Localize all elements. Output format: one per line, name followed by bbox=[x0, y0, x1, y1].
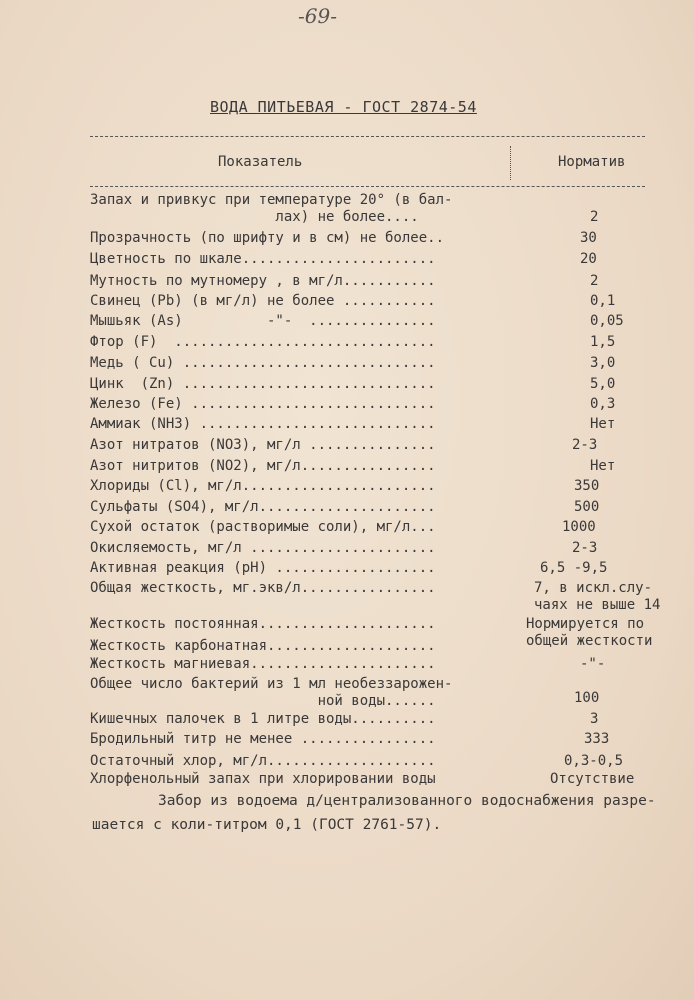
row-indicator: Аммиак (NH3) ............................ bbox=[90, 416, 436, 432]
row-value: 6,5 -9,5 bbox=[540, 560, 608, 576]
row-value: 2-3 bbox=[572, 540, 598, 556]
row-indicator: Прозрачность (по шрифту и в см) не более.. bbox=[90, 230, 445, 246]
row-indicator: Медь ( Cu) .............................. bbox=[90, 355, 436, 371]
row-indicator: Свинец (Pb) (в мг/л) не более ........... bbox=[90, 293, 436, 309]
row-indicator: Цветность по шкале....................... bbox=[90, 251, 436, 267]
column-separator bbox=[510, 146, 511, 180]
row-indicator: Азот нитритов (NO2), мг/л................ bbox=[90, 458, 436, 474]
row-value: 3,0 bbox=[590, 355, 616, 371]
row-value: Нет bbox=[590, 458, 616, 474]
column-header-norm: Норматив bbox=[558, 154, 626, 170]
row-value: Нормируется по общей жесткости bbox=[526, 616, 653, 649]
row-value: Отсутствие bbox=[550, 771, 635, 787]
row-value: 30 bbox=[580, 230, 597, 246]
row-indicator: Цинк (Zn) .............................. bbox=[90, 376, 436, 392]
row-value: 0,05 bbox=[590, 313, 624, 329]
row-indicator: Фтор (F) ............................... bbox=[90, 334, 436, 350]
row-indicator: Жесткость карбонатная.................... bbox=[90, 638, 436, 654]
row-value: -"- bbox=[580, 656, 606, 672]
row-value: 1,5 bbox=[590, 334, 616, 350]
row-indicator: Хлорфенольный запах при хлорировании воды bbox=[90, 771, 445, 787]
row-value: 3 bbox=[590, 711, 599, 727]
row-indicator: Остаточный хлор, мг/л.................... bbox=[90, 753, 436, 769]
note-line-1: Забор из водоема д/централизованного водоснабжения разре- bbox=[158, 793, 656, 809]
row-value: Нет bbox=[590, 416, 616, 432]
row-value: 0,3-0,5 bbox=[564, 753, 624, 769]
row-value: 1000 bbox=[562, 519, 596, 535]
column-header-indicator: Показатель bbox=[218, 154, 303, 170]
row-indicator: Азот нитратов (NO3), мг/л ............... bbox=[90, 437, 436, 453]
row-indicator: Жесткость магниевая...................... bbox=[90, 656, 436, 672]
row-value: 2-3 bbox=[572, 437, 598, 453]
row-indicator: Железо (Fe) ............................. bbox=[90, 396, 436, 412]
row-indicator: Кишечных палочек в 1 литре воды.......... bbox=[90, 711, 436, 727]
row-indicator: Общее число бактерий из 1 мл необеззарожен- ной воды...... bbox=[90, 676, 453, 709]
row-value: 333 bbox=[584, 731, 610, 747]
note-line-2: шается с коли-титром 0,1 (ГОСТ 2761-57). bbox=[92, 817, 442, 833]
row-indicator: Мутность по мутномеру , в мг/л........... bbox=[90, 273, 436, 289]
row-value: 2 bbox=[590, 209, 599, 225]
row-indicator: Сухой остаток (растворимые соли), мг/л... bbox=[90, 519, 436, 535]
page-number: -69- bbox=[298, 4, 337, 28]
row-value: 0,3 bbox=[590, 396, 616, 412]
row-indicator: Запах и привкус при температуре 20° (в бал- лах) не более.... bbox=[90, 192, 453, 225]
row-value: 2 bbox=[590, 273, 599, 289]
row-value: 0,1 bbox=[590, 293, 616, 309]
row-value: 100 bbox=[574, 690, 600, 706]
row-indicator: Жесткость постоянная..................... bbox=[90, 616, 436, 632]
document-title: ВОДА ПИТЬЕВАЯ - ГОСТ 2874-54 bbox=[210, 98, 477, 116]
row-indicator: Общая жесткость, мг.экв/л................ bbox=[90, 580, 436, 596]
table-header-rule bbox=[90, 186, 645, 187]
row-value: 20 bbox=[580, 251, 597, 267]
row-value: 7, в искл.слу- чаях не выше 14 bbox=[534, 580, 661, 613]
row-value: 500 bbox=[574, 499, 600, 515]
row-value: 5,0 bbox=[590, 376, 616, 392]
row-value: 350 bbox=[574, 478, 600, 494]
row-indicator: Хлориды (Cl), мг/л....................... bbox=[90, 478, 436, 494]
row-indicator: Окисляемость, мг/л ...................... bbox=[90, 540, 436, 556]
table-top-rule bbox=[90, 136, 645, 137]
row-indicator: Мышьяк (As) -"- ............... bbox=[90, 313, 436, 329]
row-indicator: Активная реакция (pH) ................... bbox=[90, 560, 436, 576]
row-indicator: Бродильный титр не менее ................ bbox=[90, 731, 436, 747]
row-indicator: Сульфаты (SO4), мг/л..................... bbox=[90, 499, 436, 515]
